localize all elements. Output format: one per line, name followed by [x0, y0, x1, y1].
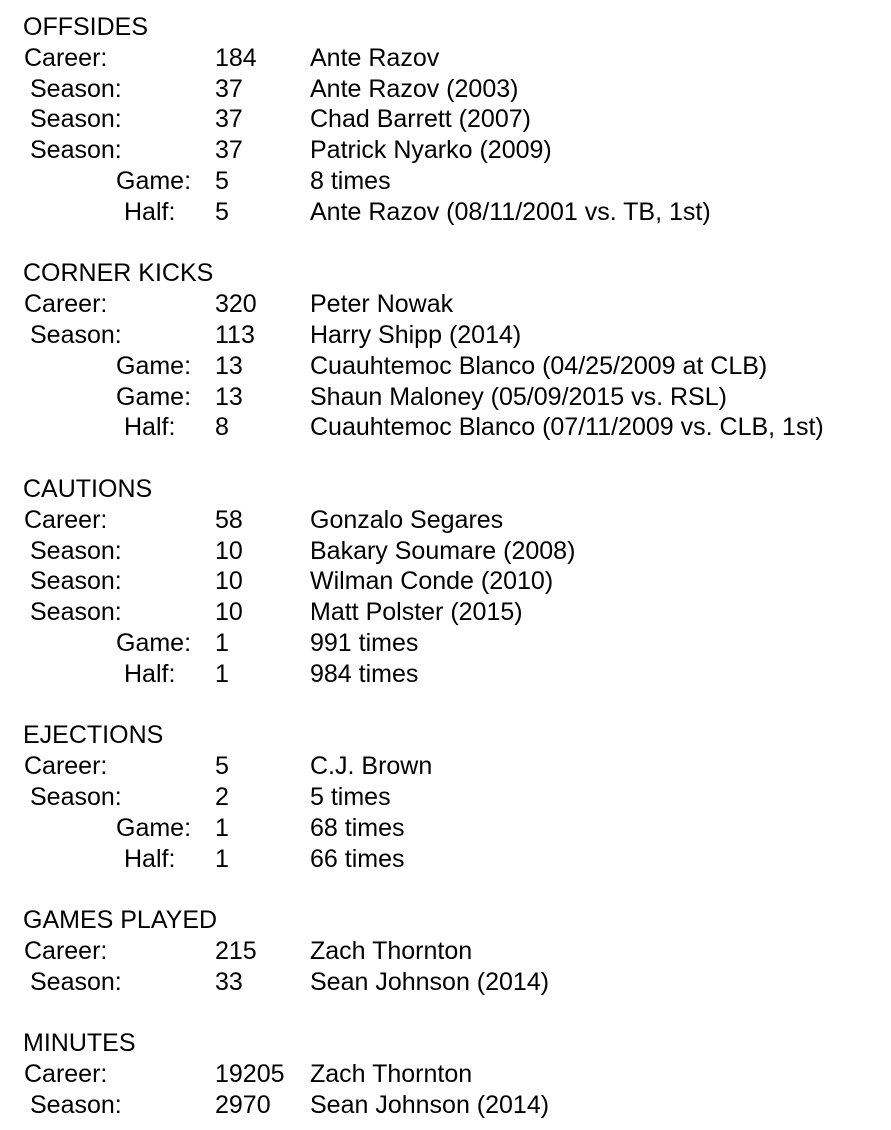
record-value: 184	[215, 43, 257, 72]
record-value: 1	[215, 659, 229, 688]
record-scope-label: Season:	[30, 598, 122, 627]
section-title: GAMES PLAYED	[23, 906, 218, 935]
record-scope-label: Season:	[30, 136, 122, 165]
record-scope-label: Season:	[30, 320, 122, 349]
record-scope-label: Half:	[124, 659, 176, 688]
section-corner-kicks	[0, 258, 891, 443]
record-value: 19205	[215, 1060, 285, 1089]
record-holder: Shaun Maloney (05/09/2015 vs. RSL)	[310, 382, 727, 411]
record-value: 10	[215, 598, 243, 627]
record-value: 37	[215, 74, 243, 103]
record-row	[0, 1059, 891, 1090]
record-row	[0, 536, 891, 567]
record-value: 2970	[215, 1090, 271, 1119]
section-title: EJECTIONS	[23, 721, 164, 750]
record-row	[0, 289, 891, 320]
record-scope-label: Career:	[24, 936, 108, 965]
record-value: 8	[215, 413, 229, 442]
record-holder: Zach Thornton	[310, 1060, 473, 1089]
record-scope-label: Season:	[30, 74, 122, 103]
record-value: 33	[215, 967, 243, 996]
record-scope-label: Career:	[24, 43, 108, 72]
record-scope-label: Season:	[30, 967, 122, 996]
record-scope-label: Season:	[30, 105, 122, 134]
record-scope-label: Half:	[124, 844, 176, 873]
record-row	[0, 320, 891, 351]
record-value: 58	[215, 505, 243, 534]
record-scope-label: Half:	[124, 413, 176, 442]
record-value: 37	[215, 105, 243, 134]
record-value: 5	[215, 197, 229, 226]
record-value: 13	[215, 382, 243, 411]
record-scope-label: Career:	[24, 290, 108, 319]
record-row	[0, 813, 891, 844]
record-row	[0, 751, 891, 782]
record-value: 37	[215, 136, 243, 165]
record-scope-label: Career:	[24, 505, 108, 534]
record-scope-label: Half:	[124, 197, 176, 226]
record-value: 5	[215, 752, 229, 781]
record-value: 2	[215, 782, 229, 811]
section-games-played	[0, 905, 891, 997]
record-scope-label: Game:	[116, 628, 192, 657]
record-holder: Peter Nowak	[310, 290, 454, 319]
record-value: 5	[215, 166, 229, 195]
section-title: CORNER KICKS	[23, 259, 214, 288]
record-holder: Harry Shipp (2014)	[310, 320, 522, 349]
record-holder: 8 times	[310, 166, 391, 195]
record-row	[0, 104, 891, 135]
record-row	[0, 166, 891, 197]
record-row	[0, 936, 891, 967]
record-row	[0, 135, 891, 166]
record-holder: Ante Razov (2003)	[310, 74, 519, 103]
section-title: OFFSIDES	[23, 13, 149, 41]
record-row	[0, 566, 891, 597]
record-scope-label: Career:	[24, 1060, 108, 1089]
record-holder: 66 times	[310, 844, 405, 873]
record-row	[0, 659, 891, 690]
record-holder: Cuauhtemoc Blanco (07/11/2009 vs. CLB, 1st)	[310, 413, 824, 442]
record-row	[0, 74, 891, 105]
record-row	[0, 382, 891, 413]
record-holder: Matt Polster (2015)	[310, 598, 523, 627]
record-holder: Patrick Nyarko (2009)	[310, 136, 552, 165]
record-row	[0, 43, 891, 74]
record-row	[0, 351, 891, 382]
record-holder: 984 times	[310, 659, 419, 688]
record-value: 215	[215, 936, 257, 965]
record-holder: 991 times	[310, 628, 419, 657]
record-scope-label: Game:	[116, 382, 192, 411]
record-scope-label: Game:	[116, 166, 192, 195]
record-scope-label: Game:	[116, 351, 192, 380]
record-row	[0, 967, 891, 998]
record-row	[0, 505, 891, 536]
record-scope-label: Season:	[30, 782, 122, 811]
record-holder: Zach Thornton	[310, 936, 473, 965]
record-value: 10	[215, 567, 243, 596]
record-scope-label: Career:	[24, 752, 108, 781]
record-value: 320	[215, 290, 257, 319]
record-holder: C.J. Brown	[310, 752, 433, 781]
record-value: 10	[215, 536, 243, 565]
record-value: 113	[215, 320, 255, 349]
record-holder: Sean Johnson (2014)	[310, 1090, 550, 1119]
record-row	[0, 1090, 891, 1121]
section-title: CAUTIONS	[23, 474, 153, 503]
section-cautions	[0, 474, 891, 690]
record-row	[0, 597, 891, 628]
record-holder: Ante Razov	[310, 43, 440, 72]
record-holder: Bakary Soumare (2008)	[310, 536, 576, 565]
record-row	[0, 197, 891, 228]
section-offsides	[0, 12, 891, 228]
record-holder: Gonzalo Segares	[310, 505, 504, 534]
record-scope-label: Season:	[30, 567, 122, 596]
section-ejections	[0, 720, 891, 874]
record-scope-label: Season:	[30, 536, 122, 565]
record-scope-label: Game:	[116, 813, 192, 842]
section-minutes	[0, 1028, 891, 1120]
record-holder: Cuauhtemoc Blanco (04/25/2009 at CLB)	[310, 351, 768, 380]
record-holder: 5 times	[310, 782, 391, 811]
record-value: 1	[215, 628, 229, 657]
record-holder: Sean Johnson (2014)	[310, 967, 550, 996]
record-holder: Wilman Conde (2010)	[310, 567, 554, 596]
record-holder: Chad Barrett (2007)	[310, 105, 531, 134]
record-holder: Ante Razov (08/11/2001 vs. TB, 1st)	[310, 197, 711, 226]
record-value: 1	[215, 844, 229, 873]
record-row	[0, 782, 891, 813]
record-holder: 68 times	[310, 813, 405, 842]
record-value: 1	[215, 813, 229, 842]
record-scope-label: Season:	[30, 1090, 122, 1119]
section-title: MINUTES	[23, 1029, 136, 1058]
record-row	[0, 844, 891, 875]
record-value: 13	[215, 351, 243, 380]
record-row	[0, 412, 891, 443]
record-row	[0, 628, 891, 659]
